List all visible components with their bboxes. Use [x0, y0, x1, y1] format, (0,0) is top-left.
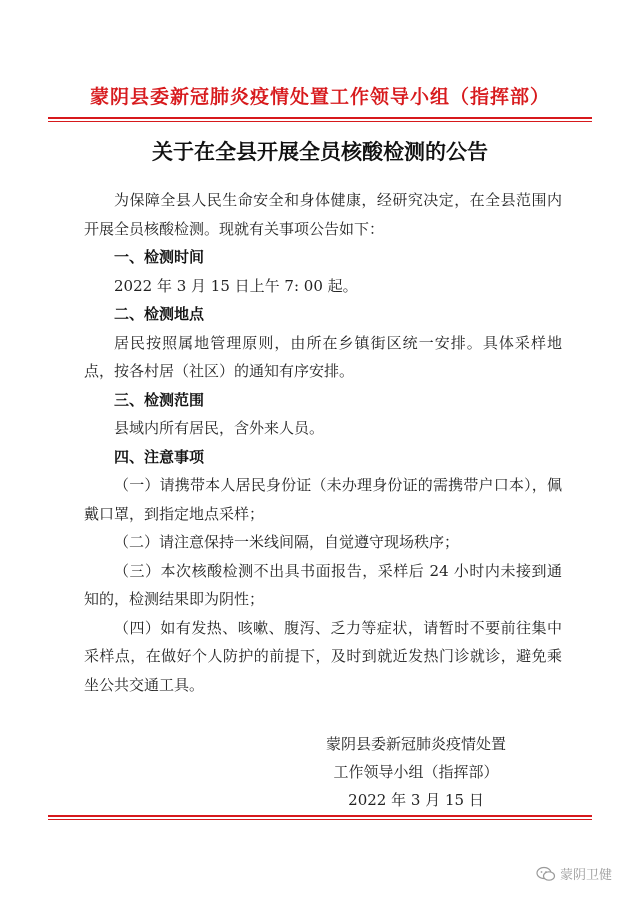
watermark-text: 蒙阴卫健: [559, 868, 612, 883]
note-item-1: （一）请携带本人居民身份证（未办理身份证的需携带户口本），佩戴口罩，到指定地点采样；: [84, 476, 562, 523]
note-item-3: （三）本次核酸检测不出具书面报告，采样后 24 小时内未接到通知的，检测结果即为阴性；: [84, 561, 562, 608]
signature-block: [300, 730, 532, 814]
wechat-icon: [536, 866, 556, 882]
signature-issuer-line1: 蒙阴县委新冠肺炎疫情处置: [325, 735, 506, 753]
note-item-4: （四）如有发热、咳嗽、腹泻、乏力等症状，请暂时不要前往集中采样点，在做好个人防护的前提下，及时到就近发热门诊就诊，避免乘坐公共交通工具。: [84, 618, 562, 694]
account-watermark: [536, 864, 612, 883]
issuer-header: 蒙阴县委新冠肺炎疫情处置工作领导小组（指挥部）: [89, 86, 550, 108]
header-divider: [48, 117, 592, 119]
footer-divider: [48, 815, 592, 817]
signature-issuer-line2: 工作领导小组（指挥部）: [333, 763, 499, 781]
section-text-location: 居民按照属地管理原则，由所在乡镇街区统一安排。具体采样地点，按各村居（社区）的通知有序安排。: [84, 333, 562, 380]
footer-divider-thin: [48, 819, 592, 820]
note-item-2: （二）请注意保持一米线间隔，自觉遵守现场秩序；: [114, 533, 460, 551]
notice-title: 关于在全县开展全员核酸检测的公告: [152, 140, 488, 164]
section-text-time: 2022 年 3 月 15 日上午 7: 00 起。: [114, 276, 358, 295]
notice-body: [84, 186, 562, 699]
section-heading-scope: 三、检测范围: [114, 390, 205, 409]
signature-date: 2022 年 3 月 15 日: [348, 791, 484, 809]
section-heading-notes: 四、注意事项: [114, 447, 205, 466]
section-text-scope: 县域内所有居民，含外来人员。: [114, 419, 325, 437]
section-heading-location: 二、检测地点: [114, 305, 205, 323]
section-heading-time: 一、检测时间: [114, 248, 205, 266]
intro-paragraph: 为保障全县人民生命安全和身体健康，经研究决定，在全县范围内开展全员核酸检测。现就有关事项公告如下：: [84, 191, 562, 238]
header-divider-thin: [48, 121, 592, 122]
